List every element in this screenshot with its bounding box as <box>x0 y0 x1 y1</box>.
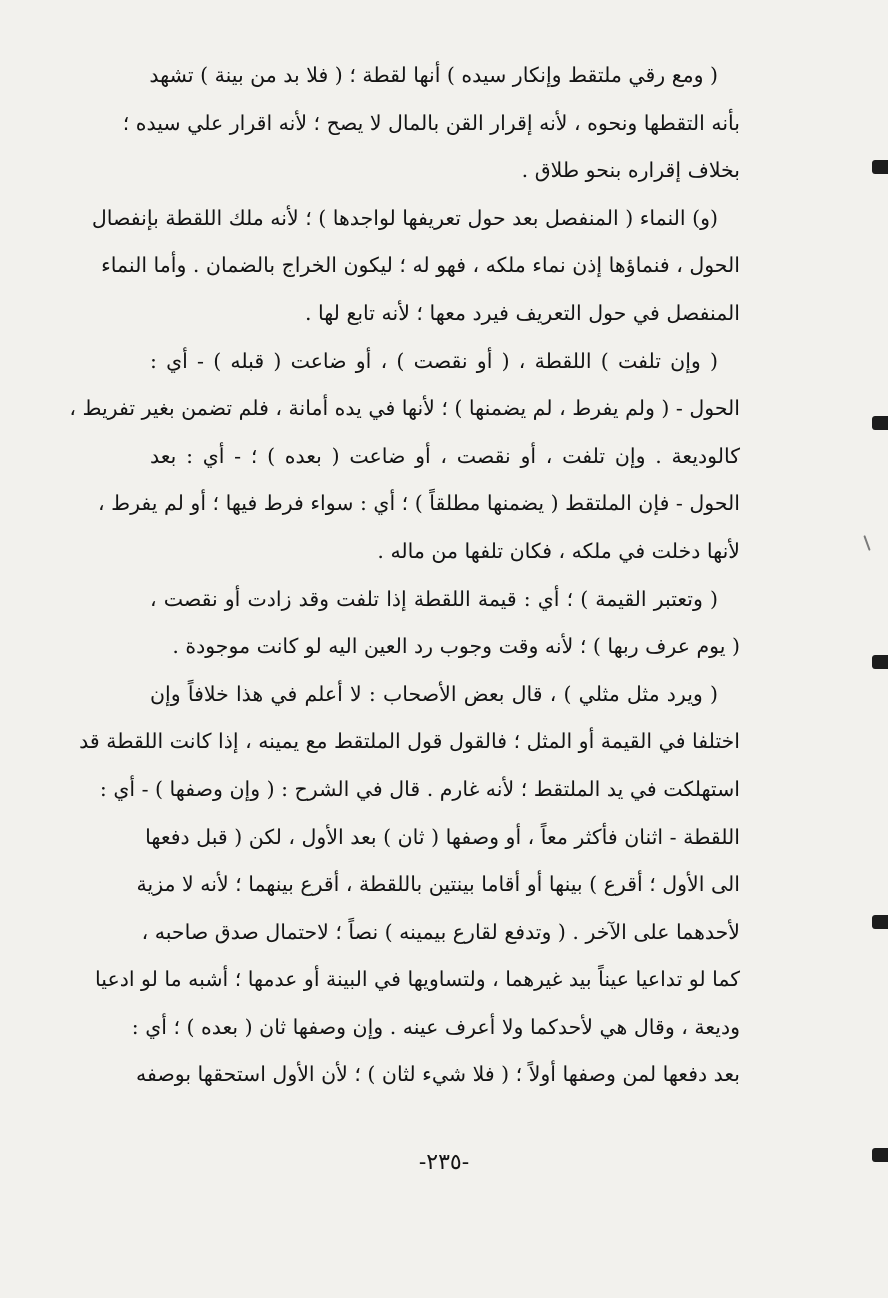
text-line: بعد دفعها لمن وصفها أولاً ؛ ( فلا شيء لثان ) ؛ لأن الأول استحقها بوصفه <box>135 1062 740 1087</box>
text-line: وديعة ، وقال هي لأحدكما ولا أعرف عينه . وإن وصفها ثان ( بعده ) ؛ أي : <box>131 1014 740 1039</box>
margin-mark <box>872 1148 888 1162</box>
text-line: بأنه التقطها ونحوه ، لأنه إقرار القن بالمال لا يصح ؛ لأنه اقرار علي سيده ؛ <box>122 110 740 135</box>
text-line: اللقطة - اثنان فأكثر معاً ، أو وصفها ( ثان ) بعد الأول ، لكن ( قبل دفعها <box>145 824 740 849</box>
text-line: الى الأول ؛ أقرع ) بينها أو أقاما بينتين باللقطة ، أقرع بينهما ؛ لأنه لا مزية <box>136 872 740 897</box>
text-line: المنفصل في حول التعريف فيرد معها ؛ لأنه تابع لها . <box>304 300 740 325</box>
page-number: -٢٣٥- <box>418 1150 470 1175</box>
margin-mark <box>872 655 888 669</box>
text-line: الحول - فإن الملتقط ( يضمنها مطلقاً ) ؛ أي : سواء فرط فيها ؛ أو لم يفرط ، <box>98 491 740 516</box>
text-line: استهلكت في يد الملتقط ؛ لأنه غارم . قال في الشرح : ( وإن وصفها ) - أي : <box>99 776 740 801</box>
text-line: الحول ، فنماؤها إذن نماء ملكه ، فهو له ؛ ليكون الخراج بالضمان . وأما النماء <box>101 253 740 278</box>
text-line: كالوديعة . وإن تلفت ، أو نقصت ، أو ضاعت ( بعده ) ؛ - أي : بعد <box>150 443 740 468</box>
margin-mark <box>872 160 888 174</box>
text-line: لأحدهما على الآخر . ( وتدفع لقارع بيمينه ) نصاً ؛ لاحتمال صدق صاحبه ، <box>141 919 740 944</box>
text-line: كما لو تداعيا عيناً بيد غيرهما ، ولتساويها في البينة أو عدمها ؛ أشبه ما لو ادعيا <box>95 967 740 992</box>
text-line: (و) النماء ( المنفصل بعد حول تعريفها لواجدها ) ؛ لأنه ملك اللقطة بإنفصال <box>91 205 718 230</box>
margin-mark <box>872 416 888 430</box>
margin-mark <box>872 915 888 929</box>
text-line: ( ومع رقي ملتقط وإنكار سيده ) أنها لقطة ؛ ( فلا بد من بينة ) تشهد <box>149 63 718 87</box>
text-line: بخلاف إقراره بنحو طلاق . <box>521 158 740 183</box>
scan-speck <box>863 535 870 551</box>
text-line: ( ويرد مثل مثلي ) ، قال بعض الأصحاب : لا أعلم في هذا خلافاً وإن <box>150 681 718 706</box>
text-line: ( وإن تلفت ) اللقطة ، ( أو نقصت ) ، أو ضاعت ( قبله ) - أي : <box>150 348 718 373</box>
text-line: لأنها دخلت في ملكه ، فكان تلفها من ماله . <box>377 538 740 563</box>
text-line: اختلفا في القيمة أو المثل ؛ فالقول قول الملتقط مع يمينه ، إذا كانت اللقطة قد <box>79 729 740 754</box>
body-text <box>69 52 740 1099</box>
text-line: ( وتعتبر القيمة ) ؛ أي : قيمة اللقطة إذا تلفت وقد زادت أو نقصت ، <box>150 586 718 611</box>
text-line: ( يوم عرف ربها ) ؛ لأنه وقت وجوب رد العين اليه لو كانت موجودة . <box>172 634 740 659</box>
text-line: الحول - ( ولم يفرط ، لم يضمنها ) ؛ لأنها في يده أمانة ، فلم تضمن بغير تفريط ، <box>69 396 740 421</box>
